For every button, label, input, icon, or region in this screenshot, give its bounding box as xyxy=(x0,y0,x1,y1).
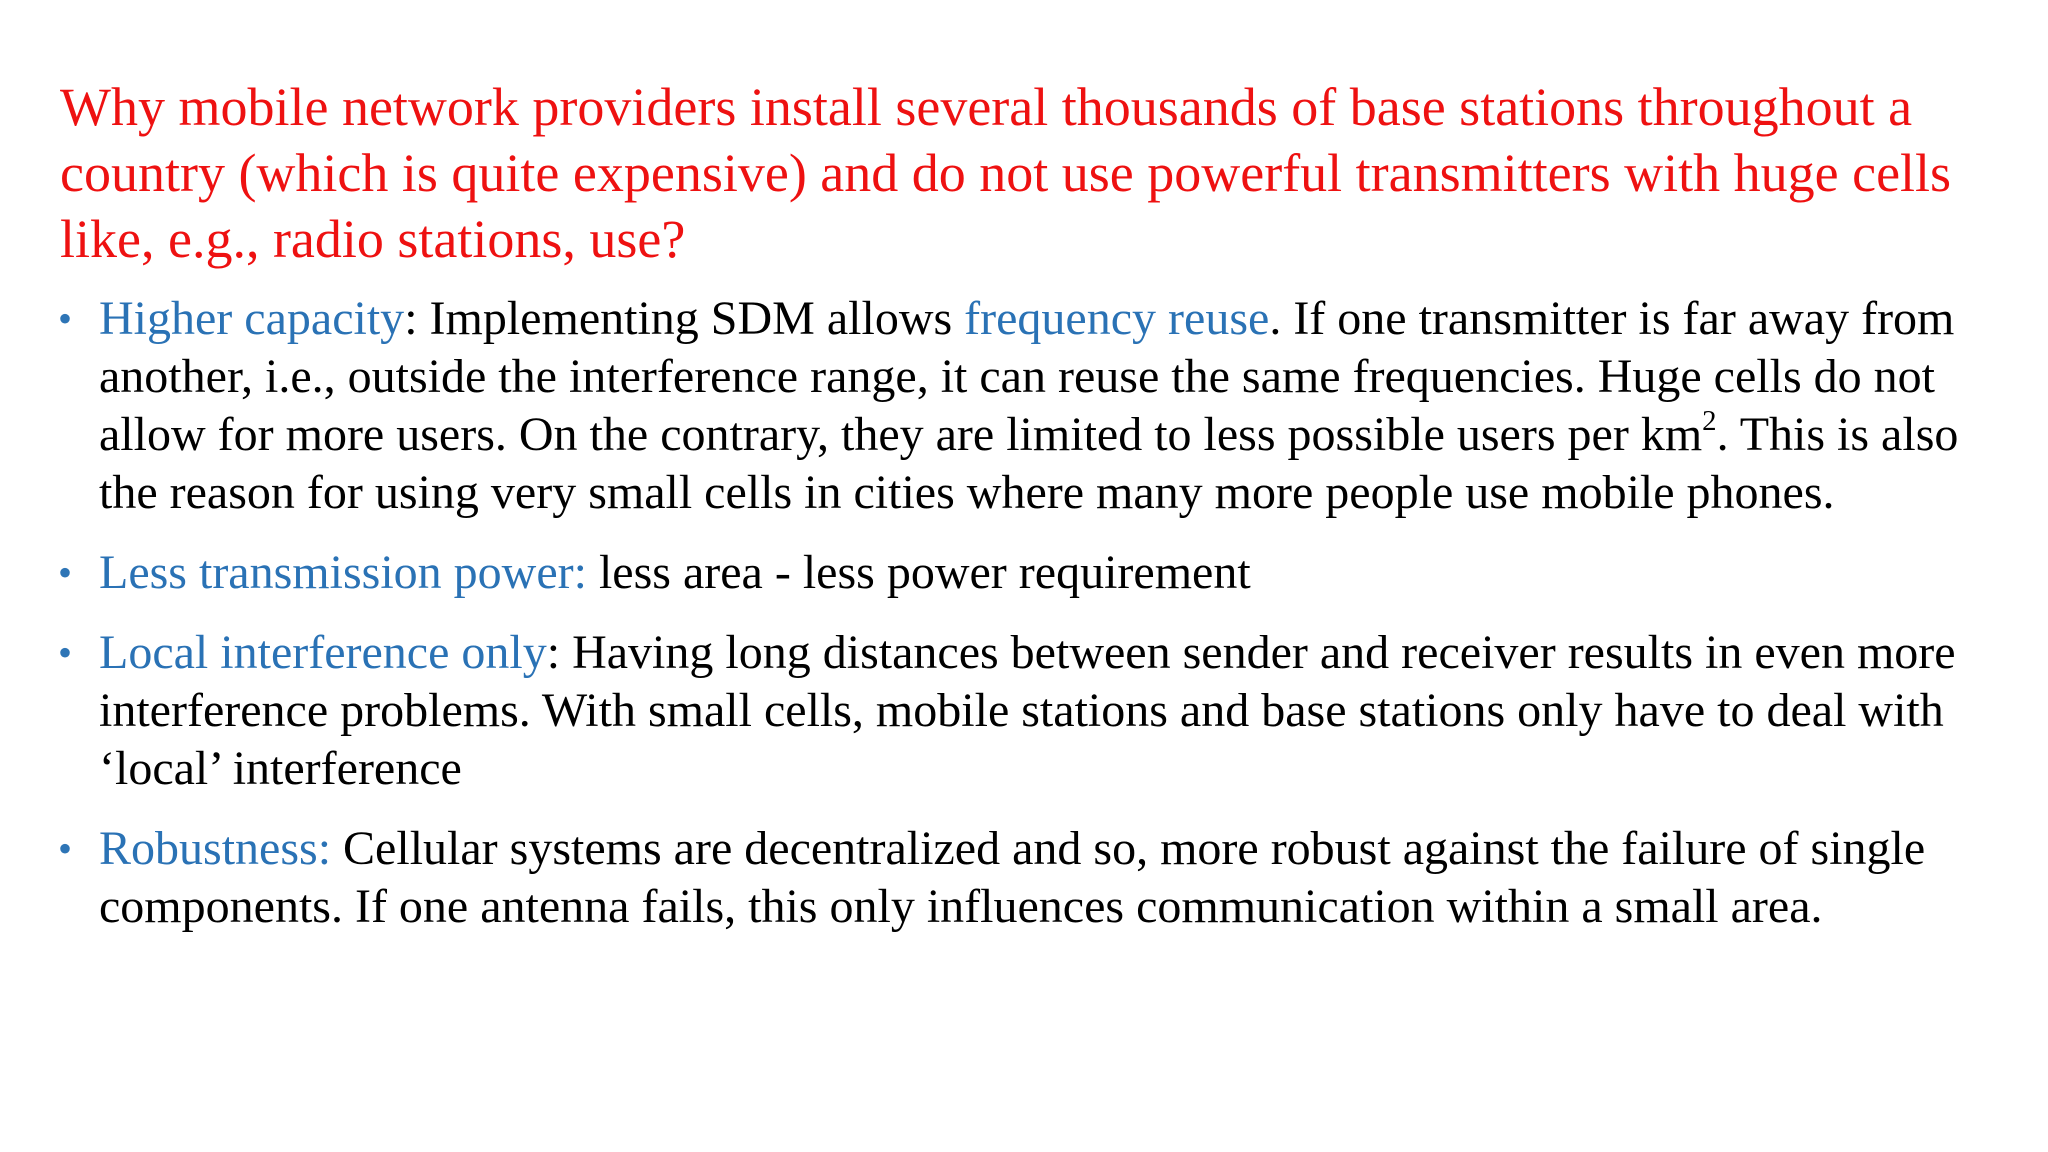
bullet-robustness xyxy=(58,820,2008,936)
bullet-text: : Implementing SDM allows xyxy=(404,292,965,345)
bullet-text: less area - less power requirement xyxy=(586,546,1251,599)
bullet-dot-icon: • xyxy=(58,550,73,595)
bullet-dot-icon: • xyxy=(58,296,73,341)
bullet-term: Higher capacity xyxy=(99,292,405,345)
bullet-term: Robustness: xyxy=(99,822,332,875)
bullet-less-transmission-power xyxy=(58,544,2008,602)
bullet-local-interference xyxy=(58,624,2008,798)
slide-question-title: Why mobile network providers install several thousands of base stations throughout a country (which is quite expensive) and do not use powerful transmitters with huge cells like, e.g., radio stations, use? xyxy=(60,77,1952,269)
bullet-text: . If one transmitter is far away from another, i.e., outside the interference range, it can reuse the same frequencies. Huge cells do not allow for more users. On the contrary, they are limited to less possible users per km xyxy=(99,292,1955,461)
bullet-term-frequency-reuse: frequency reuse xyxy=(964,292,1270,345)
bullet-list xyxy=(58,290,2008,936)
bullet-dot-icon: • xyxy=(58,630,73,675)
bullet-text: Cellular systems are decentralized and so, more robust against the failure of single components. If one antenna fails, this only influences communication within a small area. xyxy=(99,822,1926,933)
bullet-text: : Having long distances between sender and receiver results in even more interference problems. With small cells, mobile stations and base stations only have to deal with ‘local’ interference xyxy=(99,626,1956,795)
bullet-text: . This is also the reason for using very small cells in cities where many more people use mobile phones. xyxy=(99,408,1959,519)
superscript-exponent: 2 xyxy=(1702,404,1717,437)
bullet-dot-icon: • xyxy=(58,826,73,871)
bullet-higher-capacity xyxy=(58,290,2008,522)
bullet-term: Less transmission power: xyxy=(99,546,587,599)
bullet-term: Local interference only xyxy=(99,626,547,679)
